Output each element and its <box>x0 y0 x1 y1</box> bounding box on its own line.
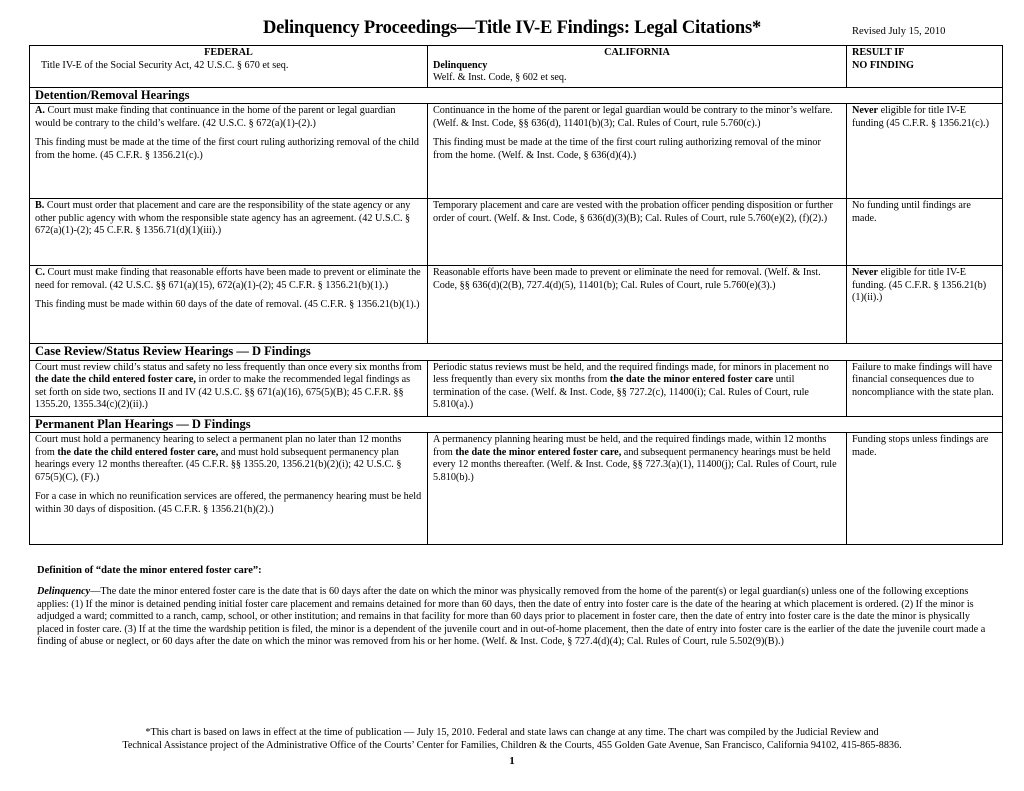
federal-cell: A. Court must make finding that continuance in the home of the parent or legal guardian would be contrary to the child’s welfare. (42 U.S.C. § 672(a)(1)-(2).) This finding must be made at the time of the first court ruling authorizing removal of the child from the home. (45 C.F.R. § 1356.21(c).) <box>30 104 428 199</box>
result-header <box>847 46 1003 88</box>
california-cell: Continuance in the home of the parent or legal guardian would be contrary to the minor’s welfare. (Welf. & Inst. Code, §§ 636(d), 11401(b)(3); Cal. Rules of Court, rule 5.760(c).) This finding must be made at the time of the first court ruling authorizing removal of the minor from the home. (Welf. & Inst. Code, § 636(d)(4).) <box>428 104 847 199</box>
california-header-subtitle-bold: Delinquency <box>433 59 488 71</box>
section-detention <box>30 87 1003 104</box>
california-cell: A permanency planning hearing must be held, and the required findings made, within 12 months from the date the minor entered foster care, and subsequent permanency hearings must be held every 12 months thereafter. (Welf. & Inst. Code, §§ 727.3(a)(1), 11400(j); Cal. Rules of Court, rule 5.810(b).) <box>428 433 847 545</box>
section-permanency <box>30 416 1003 433</box>
definition-text: —The date the minor entered foster care is the date that is 60 days after the date on which the minor was physically removed from the home of the parent(s) or legal guardian(s) unless one of the following exceptions applies: (1) If the minor is detained pending initial foster care placement and remains detained for more than 60 days, then the date of entry into foster care is the date of the hearing at which placement is ordered. (2) If the minor is adjudged a ward; committed to a ranch, camp, school, or other institution; and remains in that facility for more than 60 days prior to placement in foster care, then the date of entry into foster care is the date the minor is physically placed in foster care. (3) If at the time the wardship petition is filed, the minor is a dependent of the juvenile court and in out-of-home placement, then the date of entry into foster care is the earlier of the date the juvenile court made a finding of abuse or neglect, or 60 days after the date on which the minor was removed from his or her home. (Welf. & Inst. Code, § 727.4(d)(4); Cal. Rules of Court, rule 5.502(9)(B).) <box>37 586 986 647</box>
definition-body <box>37 586 997 649</box>
result-cell: No funding until findings are made. <box>847 199 1003 266</box>
california-cell: Reasonable efforts have been made to prevent or eliminate the need for removal. (Welf. & Inst. Code, §§ 636(d)(2(B), 727.4(d)(5), 11401(b); Cal. Rules of Court, rule 5.760(e)(3).) <box>428 266 847 344</box>
result-cell: Funding stops unless findings are made. <box>847 433 1003 545</box>
table-row <box>30 360 1003 416</box>
definition-term: Delinquency <box>37 586 91 597</box>
federal-header-title: FEDERAL <box>204 47 253 58</box>
footnote-line1: *This chart is based on laws in effect at the time of publication — July 15, 2010. Federal and state laws can change at any time. The chart was compiled by the Judicial Review and <box>145 727 879 738</box>
footnote <box>0 726 1024 752</box>
federal-header <box>30 46 428 88</box>
federal-cell: C. Court must make finding that reasonable efforts have been made to prevent or eliminate the need for removal. (42 U.S.C. §§ 671(a)(15), 672(a)(1)-(2); 45 C.F.R. § 1356.21(b)(1).) This finding must be made within 60 days of the date of removal. (45 C.F.R. § 1356.21(b)(1).) <box>30 266 428 344</box>
table-row <box>30 104 1003 199</box>
table-row <box>30 433 1003 545</box>
section-title: Detention/Removal Hearings <box>30 87 1003 104</box>
footnote-line2: Technical Assistance project of the Administrative Office of the Courts’ Center for Families, Children & the Courts, 455 Golden Gate Avenue, San Francisco, California 94102, 415-865-8836. <box>122 740 902 751</box>
section-title: Case Review/Status Review Hearings — D Findings <box>30 344 1003 361</box>
california-cell: Periodic status reviews must be held, and the required findings made, for minors in placement no less frequently than every six months from the date the minor entered foster care until termination of the case. (Welf. & Inst. Code, §§ 727.2(c), 11400(i); Cal. Rules of Court, rule 5.810(a).) <box>428 360 847 416</box>
page-title: Delinquency Proceedings—Title IV-E Findings: Legal Citations* <box>262 18 762 38</box>
section-case-review <box>30 344 1003 361</box>
federal-cell: B. Court must order that placement and care are the responsibility of the state agency or any other public agency with whom the responsible state agency has an agreement. (42 U.S.C. § 672(a)(1)-(2); 45 C.F.R. § 1356.71(d)(1)(iii).) <box>30 199 428 266</box>
table-header-row <box>30 46 1003 88</box>
federal-header-subtitle: Title IV-E of the Social Security Act, 42 U.S.C. § 670 et seq. <box>41 59 289 71</box>
result-header-line2: NO FINDING <box>852 59 914 71</box>
section-title: Permanent Plan Hearings — D Findings <box>30 416 1003 433</box>
california-header-subtitle: Welf. & Inst. Code, § 602 et seq. <box>433 72 567 83</box>
table-row <box>30 266 1003 344</box>
citations-table <box>29 45 1003 545</box>
california-header-title: CALIFORNIA <box>604 47 670 58</box>
result-cell: Never eligible for title IV-E funding (45 C.F.R. § 1356.21(c).) <box>847 104 1003 199</box>
result-header-line1: RESULT IF <box>852 47 905 58</box>
federal-cell: Court must hold a permanency hearing to select a permanent plan no later than 12 months from the date the child entered foster care, and must hold subsequent permanency plan hearings every 12 months thereafter. (45 C.F.R. §§ 1355.20, 1356.21(b)(2)(i); 42 U.S.C. § 675(5)(C), (F).) For a case in which no reunification services are offered, the permanency hearing must be held within 30 days of disposition. (45 C.F.R. § 1356.21(h)(2).) <box>30 433 428 545</box>
california-header <box>428 46 847 88</box>
definition-heading: Definition of “date the minor entered foster care”: <box>37 565 262 576</box>
table-row <box>30 199 1003 266</box>
california-cell: Temporary placement and care are vested with the probation officer pending disposition or further order of court. (Welf. & Inst. Code, § 636(d)(3)(B); Cal. Rules of Court, rule 5.760(e)(2), (f)(2).) <box>428 199 847 266</box>
result-cell: Failure to make findings will have financial consequences due to noncompliance with the state plan. <box>847 360 1003 416</box>
result-cell: Never eligible for title IV-E funding. (45 C.F.R. § 1356.21(b)(1)(ii).) <box>847 266 1003 344</box>
page-number: 1 <box>509 755 515 767</box>
revised-date: Revised July 15, 2010 <box>852 26 946 37</box>
federal-cell: Court must review child’s status and safety no less frequently than once every six months from the date the child entered foster care, in order to make the recommended legal findings as set forth on side two, sections II and IV (42 U.S.C. §§ 671(a)(16), 675(5)(B); 45 C.F.R. §§ 1355.20, 1355.34(c)(2)(ii).) <box>30 360 428 416</box>
